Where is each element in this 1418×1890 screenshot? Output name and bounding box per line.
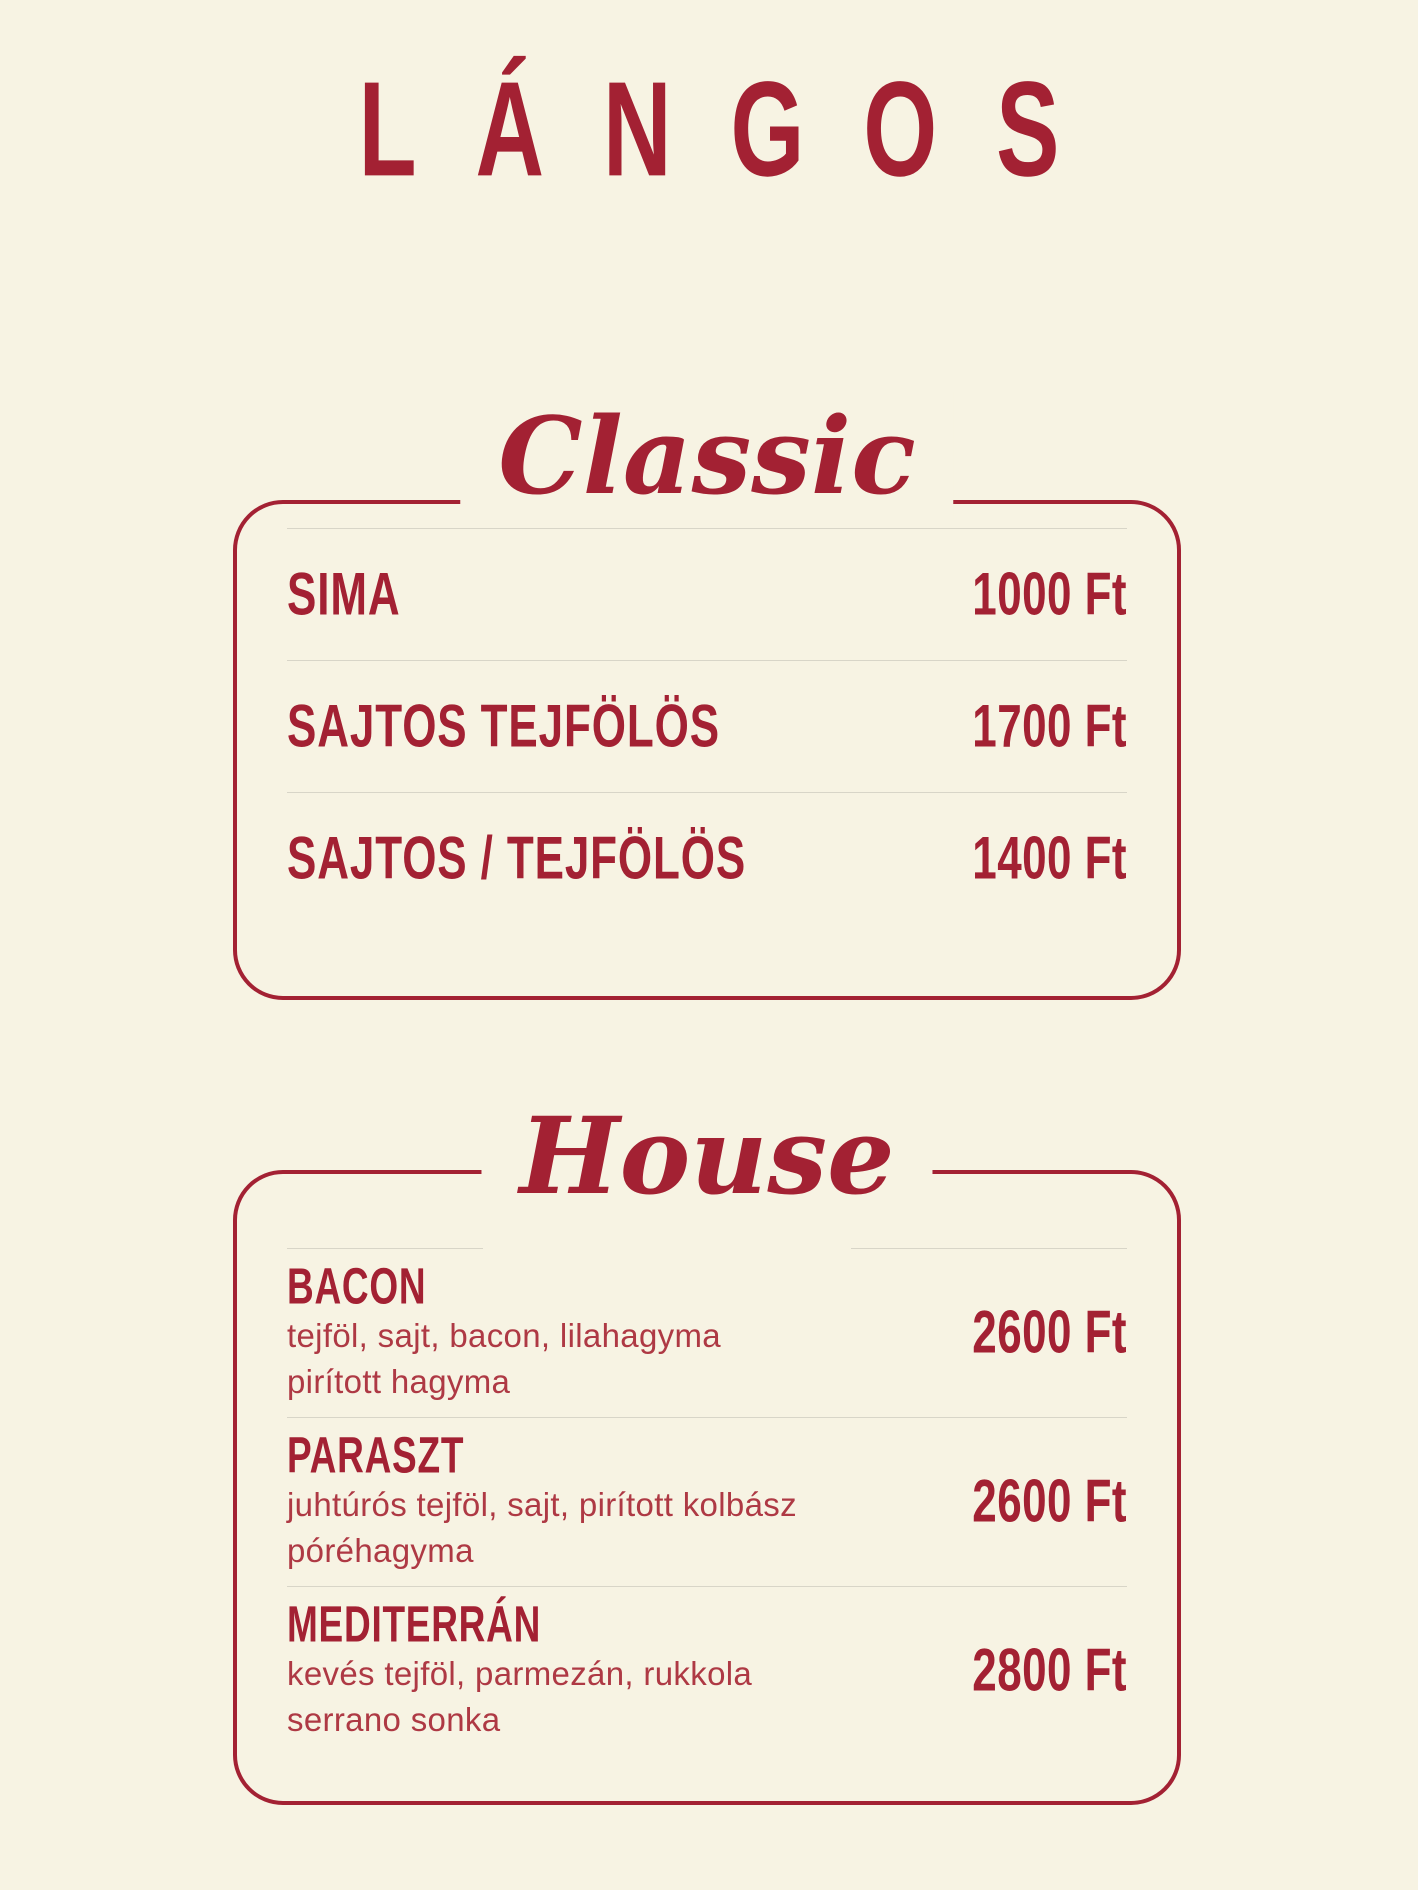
item-price: 2600 Ft <box>972 1467 1127 1536</box>
menu-item-row <box>287 1417 1127 1586</box>
section-house-title: House <box>481 1092 932 1219</box>
divider-segment <box>287 1248 483 1249</box>
classic-box <box>233 393 1181 1000</box>
item-price: 1000 Ft <box>972 560 1127 628</box>
section-house <box>233 1093 1181 1805</box>
item-price: 2600 Ft <box>972 1298 1127 1367</box>
section-classic <box>233 393 1181 1000</box>
item-price: 2800 Ft <box>972 1636 1127 1705</box>
item-name: MEDITERRÁN <box>287 1596 542 1653</box>
item-info <box>287 1427 797 1574</box>
section-classic-title: Classic <box>460 392 953 519</box>
menu-item-row <box>287 1249 1127 1417</box>
item-description-line: kevés tejföl, parmezán, rukkola <box>287 1655 753 1692</box>
item-description-line: tejföl, sajt, bacon, lilahagyma <box>287 1317 721 1354</box>
menu-title: LÁNGOS <box>358 54 1119 206</box>
item-description-line: serrano sonka <box>287 1701 501 1738</box>
item-description-line: juhtúrós tejföl, sajt, pirított kolbász <box>287 1486 797 1523</box>
item-price: 1700 Ft <box>972 692 1127 760</box>
menu-item-row <box>287 660 1127 792</box>
menu-item-row <box>287 1586 1127 1755</box>
item-info <box>287 1258 721 1405</box>
item-name: SIMA <box>287 560 401 628</box>
menu-item-row <box>287 528 1127 660</box>
item-description-line: pirított hagyma <box>287 1363 511 1400</box>
menu-item-row <box>287 792 1127 924</box>
item-price: 1400 Ft <box>972 824 1127 892</box>
item-name: BACON <box>287 1258 427 1315</box>
item-name: PARASZT <box>287 1427 465 1484</box>
item-description-line: póréhagyma <box>287 1532 474 1569</box>
item-name: SAJTOS TEJFÖLÖS <box>287 692 720 760</box>
item-info <box>287 1596 753 1743</box>
divider-segment <box>851 1248 1127 1249</box>
house-box <box>233 1093 1181 1805</box>
item-name: SAJTOS / TEJFÖLÖS <box>287 824 747 892</box>
